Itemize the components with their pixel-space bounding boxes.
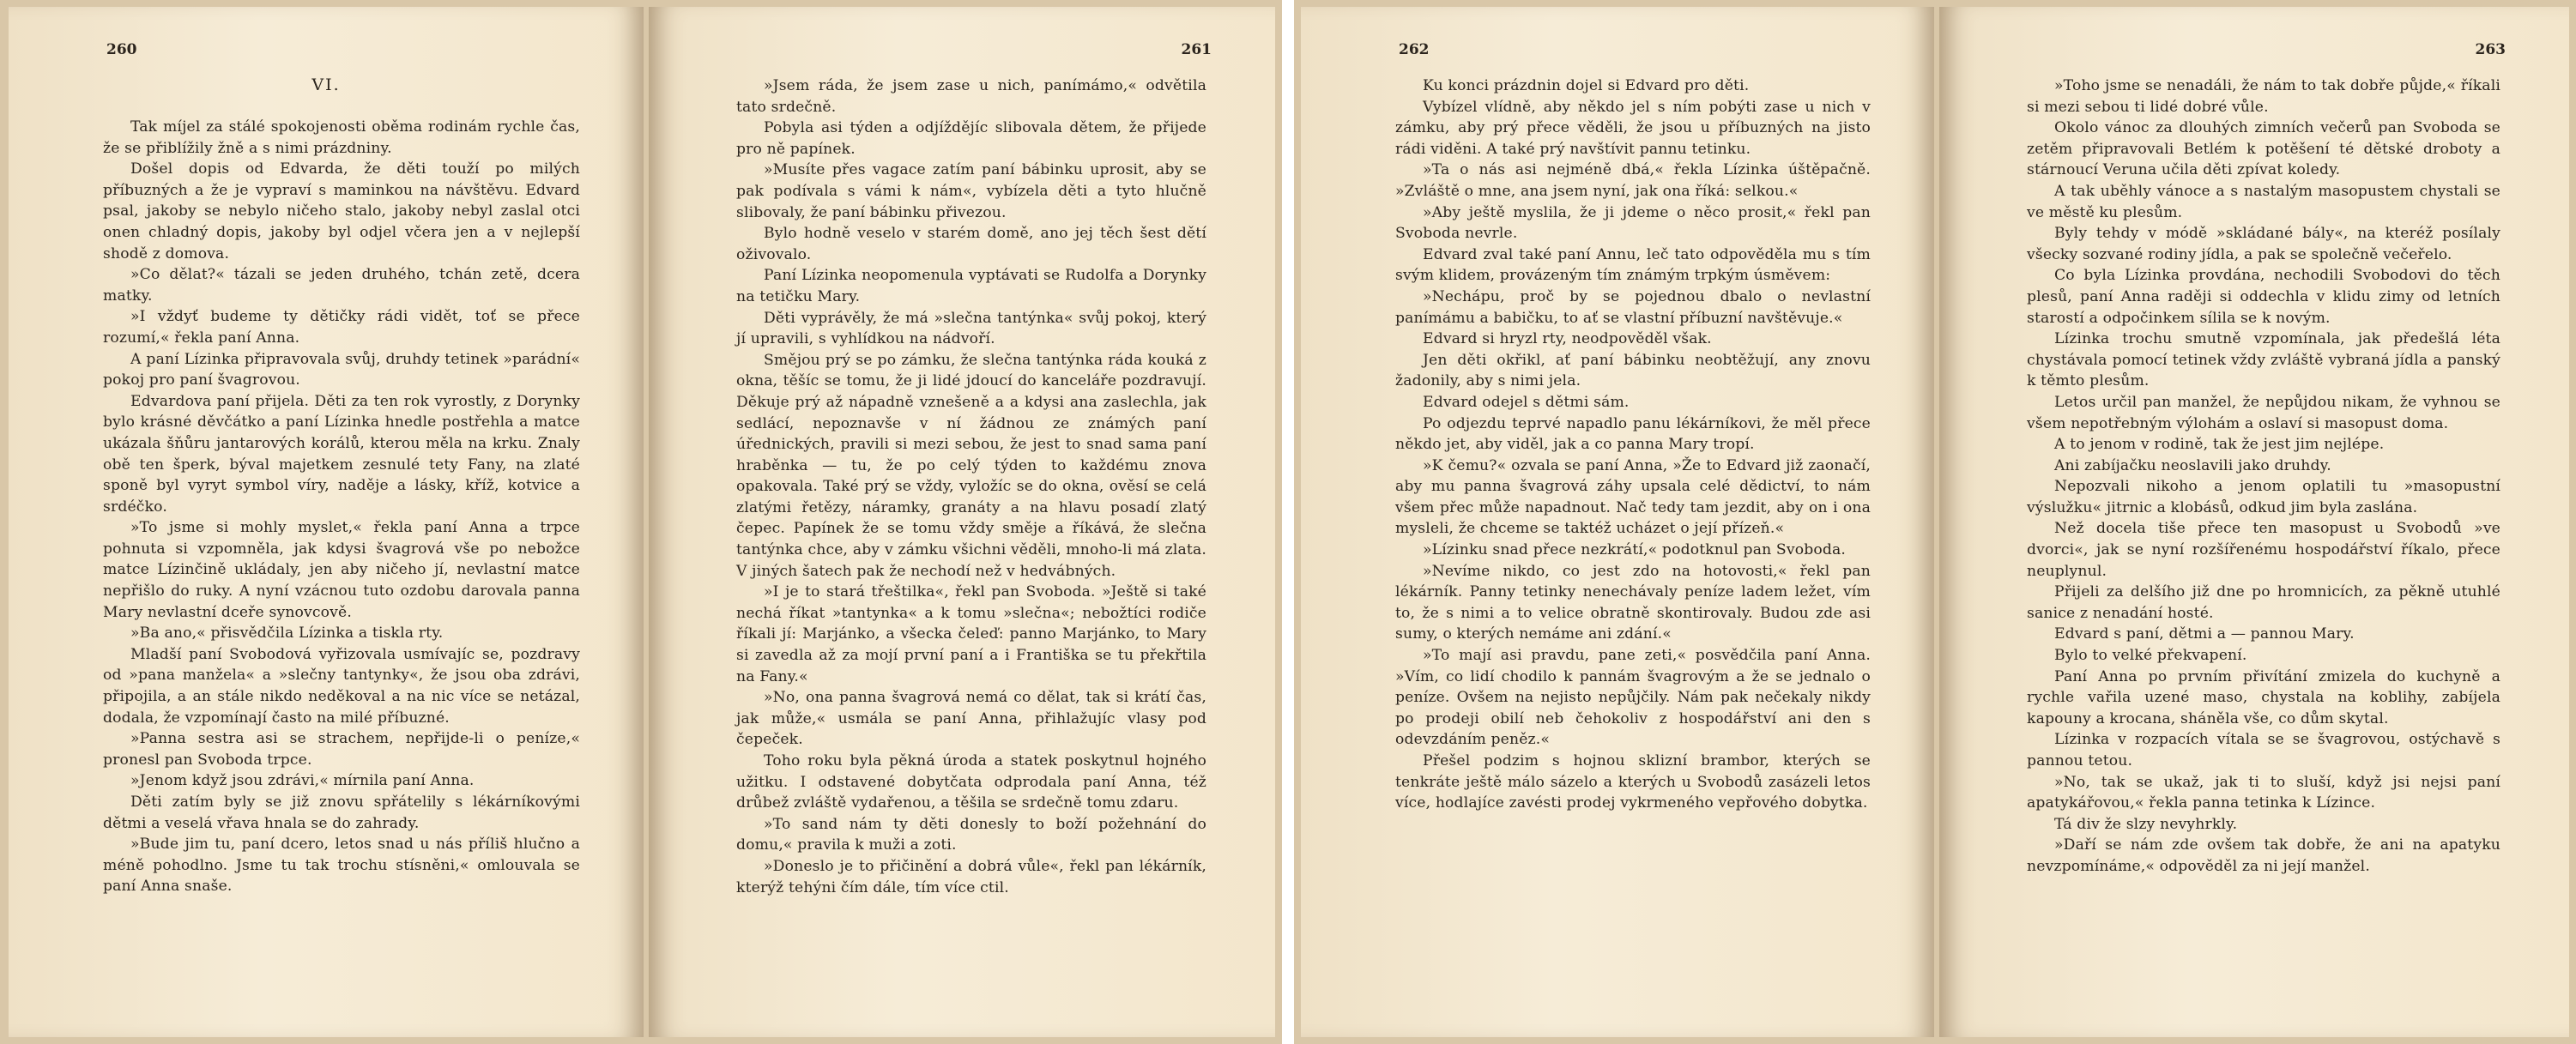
scan-separator — [1282, 0, 1294, 1044]
paragraph: A tak uběhly vánoce a s nastalým masopustem chystali se ve městě ku plesům. — [2027, 182, 2500, 221]
paragraph: Bylo to velké překvapení. — [2054, 647, 2247, 665]
paragraph: »Doneslo je to přičinění a dobrá vůle«, řekl pan lékárník, kterýž tehýni čím dále, tím více ctil. — [736, 857, 1206, 896]
paragraph: Ani zabíjačku neoslavili jako druhdy. — [2054, 456, 2331, 474]
paragraph: Edvard odejel s dětmi sám. — [1423, 393, 1630, 411]
paragraph: Ku konci prázdnin dojel si Edvard pro děti. — [1423, 77, 1750, 94]
paragraph: »Daří se nám zde ovšem tak dobře, že ani na apatyku nevzpomínáme,« odpověděl za ni její manžel. — [2027, 836, 2500, 875]
page-number: 261 — [1181, 41, 1212, 58]
page-number: 263 — [2475, 41, 2506, 58]
paragraph: Mladší paní Svobodová vyřizovala usmívajíc se, pozdravy od »pana manžela« a »slečny tantynky«, že jsou oba zdrávi, připojila, a an stále nikdo neděkoval a na nic více se netázal, dodala, že vzpomínají často na milé příbuzné. — [103, 645, 580, 727]
page-number: 260 — [106, 41, 137, 58]
paragraph: A to jenom v rodině, tak že jest jim nejlépe. — [2054, 436, 2385, 454]
page-text — [1339, 75, 1896, 814]
page-261 — [649, 7, 1275, 1037]
page-263 — [1939, 7, 2569, 1037]
paragraph: Než docela tiše přece ten masopust u Svobodů »ve dvorci«, jak se nyní rozšířenému hospodářství říkalo, přece neuplynul. — [2027, 520, 2500, 580]
paragraph: Toho roku byla pěkná úroda a statek poskytnul hojného užitku. I odstavené dobytčata odprodala paní Anna, též drůbež zvláště vydařenou, a těšila se srdečně tomu zdaru. — [736, 752, 1206, 812]
paragraph: »Musíte přes vagace zatím paní bábinku uprosit, aby se pak podívala s vámi k nám«, vybízela děti a tyto hlučně slibovaly, že paní bábinku přivezou. — [736, 161, 1206, 221]
paragraph: Přijeli za delšího již dne po hromnicích, za pěkně utuhlé sanice z nenadání hosté. — [2027, 583, 2500, 622]
paragraph: Edvard zval také paní Annu, leč tato odpověděla mu s tím svým klidem, provázeným tím známým trpkým úsměvem: — [1395, 245, 1871, 285]
paragraph: »Jsem ráda, že jsem zase u nich, panímámo,« odvětila tato srdečně. — [736, 77, 1206, 116]
paragraph: Došel dopis od Edvarda, že děti touží po milých příbuzných a že je vypraví s maminkou na návštěvu. Edvard psal, jakoby se nebylo ničeho stalo, jakoby nebyl zaslal otci onen chladný dopis, jakoby byl odjel včera jen a v nejlepší shodě z domova. — [103, 160, 580, 263]
paragraph: Edvard si hryzl rty, neodpověděl však. — [1423, 330, 1712, 348]
paragraph: Okolo vánoc za dlouhých zimních večerů pan Svoboda se zetěm připravovali Betlém k potěšení té dětské droboty a stárnoucí Veruna učila děti zpívat koledy. — [2027, 119, 2500, 179]
paragraph: A paní Lízinka připravovala svůj, druhdy tetinek »parádní« pokoj pro paní švagrovou. — [103, 350, 580, 389]
paragraph: Lízinka trochu smutně vzpomínala, jak předešlá léta chystávala pomocí tetinek vždy zvláště vybraná jídla a panský k těmto plesům. — [2027, 330, 2500, 390]
paragraph: »I vždyť budeme ty dětičky rádi vidět, toť se přece rozumí,« řekla paní Anna. — [103, 308, 580, 347]
paragraph: Byly tehdy v módě »skládané bály«, na kteréž posílaly všecky sozvané rodiny jídla, a pak se společně večeřelo. — [2027, 225, 2500, 263]
paragraph: Co byla Lízinka provdána, nechodili Svobodovi do těch plesů, paní Anna raději si oddechla v klidu zimy od letních starostí a odpočinkem sílila se k novým. — [2027, 267, 2500, 327]
paragraph: »To jsme si mohly myslet,« řekla paní Anna a trpce pohnuta si vzpomněla, jak kdysi švagrová vše po nebožce matce Lízinčině ukládaly, jen aby ničeho jí, nevlastní matce nepřišlo do ruky. A nyní vzácnou tuto ozdobu darovala panna Mary nevlastní dceře synovcově. — [103, 519, 580, 621]
paragraph: »I je to stará třeštilka«, řekl pan Svoboda. »Ještě si také nechá říkat »tantynka« a k tomu »slečna«; nebožtíci rodiče říkali jí: Marjánko, a všecka čeleď: panno Marjánko, to Mary si zavedla až za mojí první paní a i Františka se tu překřtila na Fany.« — [736, 583, 1206, 685]
paragraph: »Nevíme nikdo, co jest zdo na hotovosti,« řekl pan lékárník. Panny tetinky nenechávaly peníze ladem ležet, vím to, že s nimi a to velice obratně skontirovaly. Budou zde asi sumy, o kterých nemáme ani zdání.« — [1395, 562, 1871, 643]
paragraph: Tá div že slzy nevyhrkly. — [2054, 815, 2238, 833]
paragraph: Přešel podzim s hojnou sklizní brambor, kterých se tenkráte ještě málo sázelo a kterých u Svobodů zasázeli letos více, hodlajíce zavésti prodej vykrmeného vepřového dobytka. — [1395, 752, 1871, 812]
paragraph: »Aby ještě myslila, že ji jdeme o něco prosit,« řekl pan Svoboda nevrle. — [1395, 203, 1871, 243]
paragraph: »To mají asi pravdu, pane zeti,« posvědčila paní Anna. »Vím, co lidí chodilo k pannám švagrovým a že se jednalo o peníze. Ovšem na nejisto nepůjčily. Nám pak nečekaly nikdy po prodeji obilí neb čehokoliv z hospodářství ani den s odevzdáním peněz.« — [1395, 647, 1871, 749]
paragraph: »No, ona panna švagrová nemá co dělat, tak si krátí čas, jak může,« usmála se paní Anna, přihlažujíc vlasy pod čepeček. — [736, 689, 1206, 749]
page-text — [1977, 75, 2531, 878]
paragraph: »Bude jim tu, paní dcero, letos snad u nás příliš hlučno a méně pohodlno. Jsme tu tak trochu stísněni,« omlouvala se paní Anna snaše. — [103, 836, 580, 896]
page-text — [686, 75, 1237, 898]
paragraph: »Ta o nás asi nejméně dbá,« řekla Lízinka úštěpačně. »Zvláště o mne, ana jsem nyní, jak ona říká: selkou.« — [1395, 161, 1871, 200]
paragraph: »K čemu?« ozvala se paní Anna, »Že to Edvard již zaonačí, aby mu panna švagrová záhy upsala celé dědictví, to nám všem přec může napadnout. Nač tedy tam jezdit, aby on i ona mysleli, že chceme se taktéž ucházet o její přízeň.« — [1395, 456, 1871, 538]
page-number: 262 — [1399, 41, 1430, 58]
paragraph: Paní Lízinka neopomenula vyptávati se Rudolfa a Dorynky na tetičku Mary. — [736, 267, 1206, 305]
paragraph: Edvardova paní přijela. Děti za ten rok vyrostly, z Dorynky bylo krásné děvčátko a paní Lízinka hnedle postřehla a matce ukázala šňůru jantarových korálů, kterou měla na krku. Znaly obě ten šperk, býval majetkem zesnulé tety Fany, na zlaté sponě byl vyryt symbol víry, naděje a lásky, kříž, kotvice a srdéčko. — [103, 392, 580, 516]
paragraph: Jen děti okřikl, ať paní bábinku neobtěžují, any znovu žadonily, aby s nimi jela. — [1395, 351, 1871, 390]
page-text — [46, 117, 606, 897]
paragraph: »Nechápu, proč by se pojednou dbalo o nevlastní panímámu a babičku, to ať se vlastní příbuzní navštěvuje.« — [1395, 287, 1871, 327]
paragraph: Tak míjel za stálé spokojenosti oběma rodinám rychle čas, že se přiblížily žně a s nimi prázdniny. — [103, 118, 580, 157]
paragraph: »Panna sestra asi se strachem, nepřijde-li o peníze,« pronesl pan Svoboda trpce. — [103, 730, 580, 769]
paragraph: Paní Anna po prvním přivítání zmizela do kuchyně a rychle vařila uzené maso, chystala na koblihy, zabíjela kapouny a krocana, sháněla vše, co dům skytal. — [2027, 667, 2500, 727]
page-260 — [9, 7, 644, 1037]
paragraph: »Jenom když jsou zdrávi,« mírnila paní Anna. — [130, 772, 475, 790]
paragraph: Pobyla asi týden a odjíždějíc slibovala dětem, že přijede pro ně papínek. — [736, 119, 1206, 158]
left-book-spread — [0, 0, 1282, 1044]
chapter-heading: VI. — [311, 75, 341, 94]
paragraph: Edvard s paní, dětmi a — pannou Mary. — [2054, 625, 2355, 643]
page-262 — [1301, 7, 1934, 1037]
right-book-spread — [1294, 0, 2576, 1044]
paragraph: »Co dělat?« tázali se jeden druhého, tchán zetě, dcera matky. — [103, 266, 580, 305]
paragraph: Bylo hodně veselo v starém domě, ano jej těch šest dětí oživovalo. — [736, 225, 1206, 263]
paragraph: »Toho jsme se nenadáli, že nám to tak dobře půjde,« říkali si mezi sebou ti lidé dobré vůle. — [2027, 77, 2500, 116]
paragraph: Letos určil pan manžel, že nepůjdou nikam, že vyhnou se všem nepotřebným výlohám a oslaví si masopust doma. — [2027, 393, 2500, 432]
paragraph: Po odjezdu teprvé napadlo panu lékárníkovi, že měl přece někdo jet, aby viděl, jak a co panna Mary tropí. — [1395, 414, 1871, 454]
paragraph: »Lízinku snad přece nezkrátí,« podotknul pan Svoboda. — [1423, 541, 1847, 559]
paragraph: »No, tak se ukaž, jak ti to sluší, když jsi nejsi paní apatykářovou,« řekla panna tetinka k Lízince. — [2027, 773, 2500, 812]
paragraph: Lízinka v rozpacích vítala se se švagrovou, ostýchavě s pannou tetou. — [2027, 731, 2500, 769]
paragraph: »Ba ano,« přisvědčila Lízinka a tiskla rty. — [130, 625, 444, 643]
paragraph: Děti zatím byly se již znovu spřátelily s lékárníkovými dětmi a veselá vřava hnala se do zahrady. — [103, 794, 580, 832]
paragraph: Smějou prý se po zámku, že slečna tantýnka ráda kouká z okna, těšíc se tomu, že ji lidé jdoucí do kanceláře pozdravují. Děkuje prý až nápadně vznešeně a a kdysi ana zaslechla, jak sedlácí, nepoznavše v ní žádnou ze známých paní úřednických, pravili si mezi sebou, že jest to snad sama paní hraběnka — tu, že po celý týden to každému znova opakovala. Také prý se vždy, vyložíc se do okna, ověsí se celá zlatými řetězy, náramky, granáty a na hlavu posadí zlatý čepec. Papínek že se tomu vždy směje a říkává, že slečna tantýnka chce, aby v zámku všichni věděli, mnoho-li má zlata. V jiných šatech pak že nechodí než v hedvábných. — [736, 351, 1206, 580]
paragraph: Vybízel vlídně, aby někdo jel s ním pobýti zase u nich v zámku, aby prý přece věděli, že jsou u příbuzných na jisto rádi viděni. A také prý navštívit pannu tetinku. — [1395, 98, 1871, 158]
paragraph: »To sand nám ty děti donesly to boží požehnání do domu,« pravila k muži a zoti. — [736, 815, 1206, 854]
paragraph: Nepozvali nikoho a jenom oplatili tu »masopustní výslužku« jitrnic a klobásů, odkud jim byla zaslána. — [2027, 478, 2500, 516]
paragraph: Děti vyprávěly, že má »slečna tantýnka« svůj pokoj, který jí upravili, s vyhlídkou na nádvoří. — [736, 309, 1206, 348]
